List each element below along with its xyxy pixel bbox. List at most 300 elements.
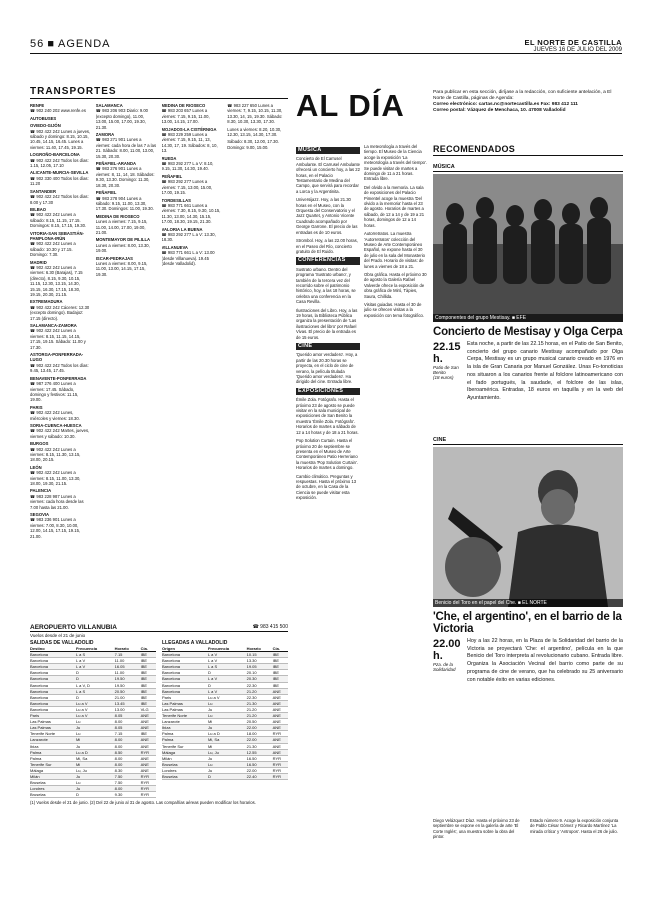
table-cell: 16.05 (115, 664, 141, 670)
table-cell: 22.30 (247, 682, 273, 688)
cine-time-box (433, 638, 463, 702)
table-header-cell: Cía. (273, 646, 288, 652)
table-cell: Las Palmas (30, 725, 76, 731)
table-cell: Ibiza (162, 725, 208, 731)
llegadas-title: LLEGADAS A VALLADOLID (162, 640, 228, 646)
aldia-item: Autorretratos. La muestra 'Autorretratos' colección del Museo de Arte Contemporáneo Español, se expone hasta el 30 de julio en la sala del Monasterio del Prado. Horario de visitas: de lunes a viernes de 18 a 21. (364, 231, 425, 269)
header-rule (30, 53, 622, 54)
transport-route-name: SEGOVIA (30, 512, 50, 518)
aeropuerto-section (30, 624, 288, 806)
transport-route-name: ASTORGA-PONFERRADA-LUGO (30, 352, 84, 363)
transportes-title: TRANSPORTES (30, 86, 288, 99)
table-cell: ANE (273, 743, 288, 749)
transport-entry (162, 103, 223, 125)
aldia-item: Ilustraciones del Libro. Hoy, a las 19 horas, la Biblioteca Pública organiza la presentación de 'Las ilustraciones del libro' por Rafael Vivas. El precio de la entrada es de 15 euros. (296, 307, 358, 340)
musica-label: MÚSICA (433, 164, 623, 172)
mestisay-photo (433, 174, 623, 322)
table-cell: Barcelona (162, 652, 208, 658)
transport-entry (30, 152, 91, 168)
table-cell: 21.20 (247, 706, 273, 712)
table-cell: 22.40 (247, 773, 273, 779)
table-cell: 7.50 (115, 773, 141, 779)
transport-schedule: ☎ 983 771 661 L a V: 13.00 (desde Villanueva). 19.45 (desde Valladolid). (161, 250, 215, 266)
table-cell: Barcelona (162, 682, 208, 688)
aeropuerto-note: (1) Vuelos desde el 21 de junio. (2) Del 22 de junio al 31 de agosto. Las compañías aéreas pueden modificar los horarios. (30, 800, 256, 806)
table-cell: RYR (273, 767, 288, 773)
table-cell: 7.15 (115, 652, 141, 658)
table-cell: ANE (273, 749, 288, 755)
table-cell: IBE (141, 688, 156, 694)
table-cell: ANE (273, 700, 288, 706)
transport-schedule: ☎ 983 229 259 Lunes a viernes: 7.15, 9.15, 11, 13, 14.30, 17, 19. Sábados: 8, 10, 13. (161, 132, 218, 154)
table-cell: 8.00 (115, 755, 141, 761)
transport-route-name: PEÑAFIEL-ARANDA (95, 161, 136, 167)
transport-entry (30, 488, 91, 510)
table-cell: Barcelona (162, 658, 208, 664)
aldia-title: AL DÍA (296, 88, 405, 123)
table-cell: ANE (141, 761, 156, 767)
aldia-item: Pop Solution Curtain. Hasta el próximo 20 de septiembre se presenta en el Museo de Arte Contemporáneo Patio Herreriano la muestra 'Pop Solution Curtain'. Horarios de martes a domingo. (296, 438, 358, 471)
table-cell: Las Palmas (162, 700, 208, 706)
table-cell: Málaga (30, 767, 76, 773)
cine-place: Pza. de la Solidaridad (433, 662, 456, 672)
transport-schedule: ☎ 983 271 901 Lunes a viernes: cada hora de las 7 a las 21. Sábado: 8.00, 11.00, 13.00, 15.30, 20.30. (95, 137, 157, 159)
table-cell: ANE (273, 737, 288, 743)
table-cell: RYR (141, 780, 156, 786)
table-cell: 9.30 (115, 792, 141, 798)
transport-schedule: ☎ 902 422 242 Cáceres: 12.30 (excepto domingo). Badajoz: 17.15 (directo). (30, 304, 90, 321)
table-cell: Palma (30, 755, 76, 761)
table-cell: IBE (141, 658, 156, 664)
aldia-item: Obra gráfica. Hasta el próximo 30 de agosto la Galería Rafael Valverde ofrece la exposición de obra gráfica de Miró, Tàpies, Saura, Chillida. (364, 271, 427, 299)
transport-entry (162, 227, 223, 243)
table-cell: IBE (273, 658, 288, 664)
transport-entry (162, 156, 223, 172)
table-cell: RYR (141, 749, 156, 755)
table-cell: Barcelona (162, 676, 208, 682)
table-cell: Ju (76, 773, 115, 779)
table-cell: Lu, Ju (76, 767, 115, 773)
table-cell: Lanzarote (162, 719, 208, 725)
transport-entry (96, 161, 157, 188)
aldia-column-2 (364, 144, 428, 889)
transport-route-name: BENAVENTE-PONFERRADA (30, 375, 87, 381)
table-cell: 8.05 (115, 713, 141, 719)
transport-schedule: ☎ 983 292 277 L a V: 8.10, 9.15, 11.30, 14.30, 19.40. (161, 161, 214, 172)
table-cell: Bruselas (162, 773, 208, 779)
table-cell: IBE (273, 664, 288, 670)
transport-route-name: RUEDA (161, 155, 177, 161)
table-cell: Paris (30, 713, 76, 719)
transport-entry (30, 376, 91, 403)
transport-schedule: ☎ 902 422 242 Todos los días: 8.00 y 17.30 (30, 194, 89, 205)
table-cell: Barcelona (30, 676, 76, 682)
table-cell: Barcelona (30, 652, 76, 658)
transport-entry (30, 189, 91, 205)
table-cell: 21.30 (247, 700, 273, 706)
transport-schedule: ☎ 902 422 242 Lunes a sábado: 8.15, 11.15, 17.15. Domingos: 8.15, 17.15, 19.30. (30, 212, 87, 229)
table-header-cell: Horario (247, 646, 273, 652)
section-name: AGENDA (58, 38, 111, 50)
table-cell: Barcelona (30, 700, 76, 706)
transport-entry (30, 323, 91, 350)
recomendados-title: RECOMENDADOS (433, 144, 623, 156)
table-cell: Las Palmas (30, 719, 76, 725)
issue-date: JUEVES 16 DE JULIO DEL 2009 (533, 47, 622, 53)
table-header-cell: Origen (162, 646, 208, 652)
table-cell: Lu (208, 713, 247, 719)
table-header-cell: Horario (115, 646, 141, 652)
table-cell: L a S (76, 688, 115, 694)
table-cell: 21.00 (115, 694, 141, 700)
transport-entry (227, 127, 288, 138)
table-cell: Mi (208, 719, 247, 725)
table-row (30, 792, 156, 798)
table-cell: 22.00 (247, 767, 273, 773)
bottom-article-2: Estado número 9. Acoge la exposición conjunta de Pablo César Gómez y Ricardo Martínez 'La mirada crítica' y 'Antropos'. Hasta el 26 de julio. (530, 818, 619, 834)
transport-entry (96, 237, 157, 253)
table-cell: RYR (273, 731, 288, 737)
table-cell: ANE (141, 743, 156, 749)
recomendados-section (433, 144, 623, 702)
transport-schedule: ☎ 983 227 650 Lunes a viernes: 7, 9.15, 10.15, 11.30, 13.30, 14, 15, 19.30. Sábado: 8.30, 10.30, 13.30, 17.30. (227, 103, 283, 125)
table-cell: IBE (141, 670, 156, 676)
transport-route-name: SORIA-CUENCA-HUESCA (30, 422, 82, 428)
transport-entry (162, 127, 223, 154)
transport-schedule: ☎ 902 422 242 Lunes a jueves, sábado y domingo: 8.15, 10.15, 10.45, 14.15, 16.45. Lunes a viernes: 11.40, 17.45, 19.15. (30, 128, 91, 150)
table-cell: IBE (141, 694, 156, 700)
table-cell: Lu (208, 700, 247, 706)
aldia-item: 'Querido amor verdadero'. Hoy, a partir de las 20.30 horas se proyecta, en el ciclo de cine de verano, la película titulada 'Querido amor verdadero'. Ha dirigido del cine. Entrada libre. (296, 352, 358, 385)
transport-entry (96, 256, 157, 278)
transport-entry (30, 207, 91, 229)
table-cell: ANE (141, 719, 156, 725)
table-cell: L a V (208, 658, 247, 664)
transport-route-name: MONTEMAYOR DE PILILLA (95, 237, 151, 243)
table-cell: 8.05 (115, 725, 141, 731)
band-photo-image (433, 174, 623, 322)
table-cell: IBE (141, 676, 156, 682)
table-row (162, 773, 288, 779)
table-cell: 20.50 (247, 719, 273, 725)
transport-entry (162, 174, 223, 196)
transport-schedule: ☎ 902 422 242 Lunes a sábado: 10.30 y 17.15. Domingo: 7.30. (30, 241, 76, 258)
table-cell: ANE (141, 755, 156, 761)
transport-schedule: Lunes a viernes: 8.00, 9.15, 11.00, 13.00, 14.15, 17.15, 19.30. (95, 260, 148, 277)
table-cell: 13.30 (247, 658, 273, 664)
aldia-contact-post: Correo postal: Vázquez de Menchaca, 10. 47008 Valladolid (433, 108, 566, 113)
table-cell: L a V (208, 676, 247, 682)
cine-photo-caption: Benicio del Toro en el papel del Che. ■ EL NORTE (433, 599, 623, 607)
aeropuerto-phone: ☎ 983 415 500 (252, 624, 288, 630)
table-cell: Milán (162, 755, 208, 761)
transport-route-name: MEDINA DE RIOSECO (161, 103, 206, 108)
transport-schedule: ☎ 983 203 657 Lunes a viernes: 7.15, 9.15, 11.00, 13.00, 14.15, 17.00. (161, 108, 210, 125)
transport-schedule: Sábado: 8.30, 12.00, 17.30. Domingo: 9.00, 15.00. (227, 139, 279, 150)
transport-column-2 (96, 103, 157, 541)
salidas-title: SALIDAS DE VALLADOLID (30, 640, 94, 646)
table-cell: 18.00 (247, 731, 273, 737)
transport-route-name: LEÓN (30, 464, 42, 470)
aldia-contact-email: Correo electrónico: cartas.nc@nortecastilla.es Fax: 983 412 111 (433, 102, 578, 107)
transport-schedule: ☎ 983 278 904 Lunes a sábado: 9.15, 11.00, 13.30, 17.30. Domingos: 11.00, 19.30. (95, 195, 154, 212)
transport-schedule: ☎ 983 206 903 Diario: 9.00 (excepto domingo), 11.00, 13.00, 15.00, 17.00, 19.30, 21.30. (95, 108, 148, 130)
table-cell: 8.00 (115, 743, 141, 749)
table-cell: D (76, 670, 115, 676)
transport-route-name: VALORIA LA BUENA (161, 226, 203, 232)
table-cell: Mi (76, 737, 115, 743)
table-cell: Tenerife Sur (30, 761, 76, 767)
table-header-cell: Frecuencia (208, 646, 247, 652)
table-cell: 12.55 (247, 749, 273, 755)
table-cell: ANE (273, 713, 288, 719)
table-cell: 20.50 (115, 688, 141, 694)
transport-schedule: ☎ 983 236 901 Lunes a viernes: 7.00, 8.30, 10.00, 12.00, 14.15, 17.15, 19.15, 21.00. (30, 517, 81, 539)
transport-entry (227, 103, 288, 125)
aldia-item: Visitas guiadas. Hasta el 30 de julio se ofrecen visitas a la exposición con tema fotográfico. (364, 301, 425, 318)
table-cell: 20.30 (247, 676, 273, 682)
transport-entry (30, 423, 91, 439)
table-cell: D (76, 676, 115, 682)
musica-time: 22.15 h. (433, 341, 461, 365)
table-cell: Londres (30, 786, 76, 792)
table-cell: 19.05 (247, 664, 273, 670)
table-cell: Ju (76, 743, 115, 749)
table-cell: RYR (273, 755, 288, 761)
table-cell: Barcelona (162, 664, 208, 670)
table-cell: Tenerife Norte (162, 713, 208, 719)
table-cell: Bruselas (30, 780, 76, 786)
table-cell: Londres (162, 767, 208, 773)
transport-route-name: LOGROÑO-BARCELONA (30, 152, 80, 158)
transport-entry (30, 123, 91, 150)
musica-text: Esta noche, a partir de las 22.15 horas, en el Patio de San Benito, concierto del grupo canario Mestisay acompañado por Olga Cerpa, Mestisay es un grupo musical canario creado en 1976 en la isla de Gran Canaria por Manuel González. Unas Fo-tonoticias nos situaron a los canarios frente al folclore latinoamericano con el fado portugués, la saudade, el folclore de las islas, Iberoamérica. Entradas, 18 euros en taquilla y en la web del Ayuntamiento. (467, 341, 623, 401)
transport-schedule: ☎ 983 771 661 Lunes a viernes: 7.30, 8.15, 9.30, 10.15, 11.30, 13.00, 14.30, 15.15, 17.00, 18.30, 19.15, 21.30. (161, 202, 221, 225)
transport-route-name: ZAMORA (95, 132, 115, 138)
transport-entry (30, 465, 91, 487)
table-cell: Lu (208, 761, 247, 767)
transport-entry (96, 190, 157, 212)
table-cell: ANE (273, 694, 288, 700)
transport-schedule: ☎ 987 276 400 Lunes a viernes: 17.45. Sábado, domingo y festivos: 11.15, 19.00. (30, 381, 79, 403)
table-cell: 8.30 (115, 767, 141, 773)
transport-route-name: BURGOS (30, 441, 49, 447)
table-cell: 22.00 (247, 725, 273, 731)
transport-schedule: ☎ 902 422 242 Lunes a viernes: 8.15, 11.00, 13.30, 18.00, 19.30, 21.15. (30, 470, 81, 486)
transport-entry (30, 512, 91, 539)
table-cell: Barcelona (30, 658, 76, 664)
table-cell: RYR (141, 786, 156, 792)
table-cell: Palma (30, 749, 76, 755)
table-cell: Bruselas (162, 761, 208, 767)
aeropuerto-title: AEROPUERTO VILLANUBIA ☎ 983 415 500 (30, 624, 288, 631)
table-cell: Mi (76, 761, 115, 767)
transport-entry (227, 139, 288, 150)
table-cell: Ibiza (30, 743, 76, 749)
transport-route-name: TORDESILLAS (161, 197, 191, 203)
table-cell: Palma (162, 737, 208, 743)
table-cell: 22.30 (247, 694, 273, 700)
transport-schedule: Lunes a viernes: 7.15, 9.15, 11.00, 14.00, 17.00, 19.00, 21.00. (95, 219, 148, 235)
table-cell: IBE (141, 682, 156, 688)
table-cell: 11.00 (115, 670, 141, 676)
transport-schedule: ☎ 902 422 242 Todos los días: 1.15, 12.05, 17.10 (30, 157, 89, 169)
table-cell: Ju (208, 725, 247, 731)
transport-entry (30, 170, 91, 186)
table-cell: 8.00 (115, 761, 141, 767)
table-cell: IBE (273, 652, 288, 658)
page-header (30, 38, 622, 52)
table-cell: 8.00 (115, 737, 141, 743)
transport-entry (30, 231, 91, 258)
transport-route-name: SALAMANCA (95, 103, 123, 108)
table-cell: ANE (141, 767, 156, 773)
table-cell: Ju (76, 725, 115, 731)
aldia-section-heading: CONFERENCIAS (296, 257, 360, 264)
transport-entry (162, 245, 223, 267)
transport-route-name: MADRID (30, 259, 47, 265)
table-cell: Ju (76, 786, 115, 792)
table-cell: Barcelona (30, 688, 76, 694)
table-cell: Lu a V (76, 713, 115, 719)
cine-label: CINE (433, 437, 623, 445)
transport-entry (30, 260, 91, 298)
table-cell: ANE (273, 706, 288, 712)
table-cell: Tenerife Sur (162, 743, 208, 749)
table-cell: Barcelona (30, 682, 76, 688)
transport-entry (30, 103, 91, 114)
table-cell: Lu (76, 780, 115, 786)
table-cell: Barcelona (30, 706, 76, 712)
table-cell: Lu, Ju (208, 749, 247, 755)
aldia-item: La meteorología a través del tiempo. El Museo de la Ciencia acoge la exposición 'La meteorología a través del tiempo'. Se puede visitar de martes a domingo de 11 a 21 horas. Entrada libre. (364, 144, 427, 182)
table-cell: Barcelona (30, 670, 76, 676)
table-cell: D (76, 792, 115, 798)
square-bullet-icon: ■ (47, 38, 55, 50)
aldia-item: Sustrato urbano. Dentro del programa 'Sustrato urbano', y también de la tercera vez del recorrido sobre el patrimonio histórico, hoy, a las 18 horas, se celebra una conferencia en la Casa Revilla. (296, 266, 356, 305)
table-cell: 19.50 (115, 676, 141, 682)
table-cell: 10.15 (247, 652, 273, 658)
aldia-column-1 (296, 144, 360, 889)
table-cell: ANE (141, 713, 156, 719)
transport-schedule: Lunes a viernes: 8.00, 13.30, 19.00. (95, 242, 150, 254)
musica-photo-caption: Componentes del grupo Mestisay. ■ EFE (433, 314, 623, 322)
table-cell: Barcelona (162, 688, 208, 694)
table-cell: Lu a V (208, 694, 247, 700)
table-cell: L a S (208, 664, 247, 670)
page-number: 56 (30, 38, 45, 50)
table-cell: Bruselas (30, 792, 76, 798)
table-cell: Mi, Sa (208, 737, 247, 743)
transport-route-name: RENFE (30, 103, 45, 108)
table-cell: Lanzarote (30, 737, 76, 743)
table-cell: Mi, Sa (76, 755, 115, 761)
aldia-section-heading: EXPOSICIONES (296, 388, 360, 395)
transport-schedule: ☎ 902 422 242 Lunes, miércoles y viernes: 18.30. (30, 410, 80, 421)
transport-route-name: SALAMANCA-ZAMORA (30, 323, 77, 329)
table-cell: Lu (76, 719, 115, 725)
transport-entry (96, 214, 157, 236)
transport-entry (30, 352, 91, 374)
transport-route-name: SANTANDER (30, 188, 56, 194)
table-cell: 16.50 (247, 755, 273, 761)
table-cell: Lu a D (76, 749, 115, 755)
table-cell: ANE (141, 737, 156, 743)
transportes-section (30, 86, 288, 852)
table-cell: 19.50 (115, 682, 141, 688)
transport-route-name: MEDINA DE RIOSECO (95, 213, 140, 219)
transport-schedule: ☎ 902 422 242 Lunes a viernes: 8.15, 11.30, 13.15, 18.00, 20.15. (30, 446, 81, 463)
transport-route-name: BILBAO (30, 206, 47, 212)
transport-route-name: AUTOBUSES (30, 115, 57, 121)
table-cell: Mi (208, 743, 247, 749)
transport-schedule: ☎ 902 422 242 Martes, jueves, viernes y sábado: 10.30. (30, 428, 90, 439)
llegadas-table (162, 640, 288, 798)
table-cell: Ju (208, 755, 247, 761)
table-cell: Palma (162, 731, 208, 737)
table-cell: Ju (208, 706, 247, 712)
transport-column-4 (227, 103, 288, 541)
table-cell: L a S (76, 652, 115, 658)
table-cell: D (208, 682, 247, 688)
table-cell: L a V (208, 652, 247, 658)
table-cell: 7.15 (115, 731, 141, 737)
transport-entry (30, 299, 91, 321)
table-cell: 21.20 (247, 713, 273, 719)
table-cell: 11.00 (115, 658, 141, 664)
table-cell: ANE (273, 725, 288, 731)
table-cell: D (208, 670, 247, 676)
table-cell: IBE (273, 682, 288, 688)
table-header-cell: Cía. (141, 646, 156, 652)
aldia-intro-text: Para publicar en esta sección, diríjase a la redacción, con suficiente antelación, a El Norte de Castilla, páginas de Agenda: (433, 90, 612, 101)
table-cell: L a V (76, 658, 115, 664)
aldia-item: Émile Zola. Fotógrafo. Hasta el próximo 23 de agosto se puede visitar en la sala municipal de exposiciones de San Benito la muestra 'Émile Zola. Fotógrafo'. Horarios de martes a sábado de 12 a 14 horas y de 18 a 21 horas. (296, 397, 359, 435)
musica-headline: Concierto de Mestisay y Olga Cerpa (433, 326, 623, 338)
table-cell: L a V, D (76, 682, 115, 688)
table-cell: Las Palmas (162, 706, 208, 712)
transport-schedule: Lunes a viernes: 8.20, 10.30, 12.30, 13.15, 14.30, 17.30. (227, 126, 282, 138)
table-cell: 13.45 (115, 700, 141, 706)
table-cell: Paris (162, 694, 208, 700)
table-header-cell: Frecuencia (76, 646, 115, 652)
table-cell: Tenerife Norte (30, 731, 76, 737)
transport-entry (30, 441, 91, 463)
transport-schedule: ☎ 902 422 242 Lunes a viernes: 6.30 (Barajas), 7.15 (directo), 8.15, 9.30, 10.15, 11.15, 12.30, 13.15, 14.30, 15.15, 16.30, 17.15, 18.30, 19.15, 20.30, 21.15. (30, 264, 83, 297)
transport-entry (96, 132, 157, 159)
table-cell: 13.00 (115, 706, 141, 712)
transport-entry (162, 198, 223, 225)
aeropuerto-subtitle: Vuelos desde el 21 de junio (30, 633, 86, 638)
table-cell: 8.00 (115, 719, 141, 725)
table-cell: L a V (76, 664, 115, 670)
transport-route-name: PALENCIA (30, 488, 52, 494)
table-cell: 16.50 (247, 761, 273, 767)
aldia-intro (433, 90, 623, 114)
table-cell: D (208, 773, 247, 779)
transport-schedule: ☎ 983 292 277 L a V: 13.30, 18.30. (161, 231, 216, 243)
transport-route-name: OVIEDO-GIJÓN (30, 123, 61, 129)
table-cell: IBE (273, 676, 288, 682)
transport-entry (96, 103, 157, 130)
musica-time-box (433, 341, 463, 429)
paper-name: EL NORTE DE CASTILLA (524, 38, 622, 47)
transport-schedule: ☎ 983 228 987 Lunes a viernes: cada hora desde las 7.00 hasta las 21.00. (30, 493, 84, 510)
table-cell: IBE (141, 731, 156, 737)
aldia-item: Universijazz. Hoy, a las 21.30 horas en el Museo, con la Orquesta del Conservatorio y el Jazz Quartet, y Antonio Vicente Cuadrado acompañado por George Garrone. El precio de las entradas es de 10 euros. (296, 197, 358, 235)
table-cell: Barcelona (30, 694, 76, 700)
table-cell: 7.50 (115, 780, 141, 786)
